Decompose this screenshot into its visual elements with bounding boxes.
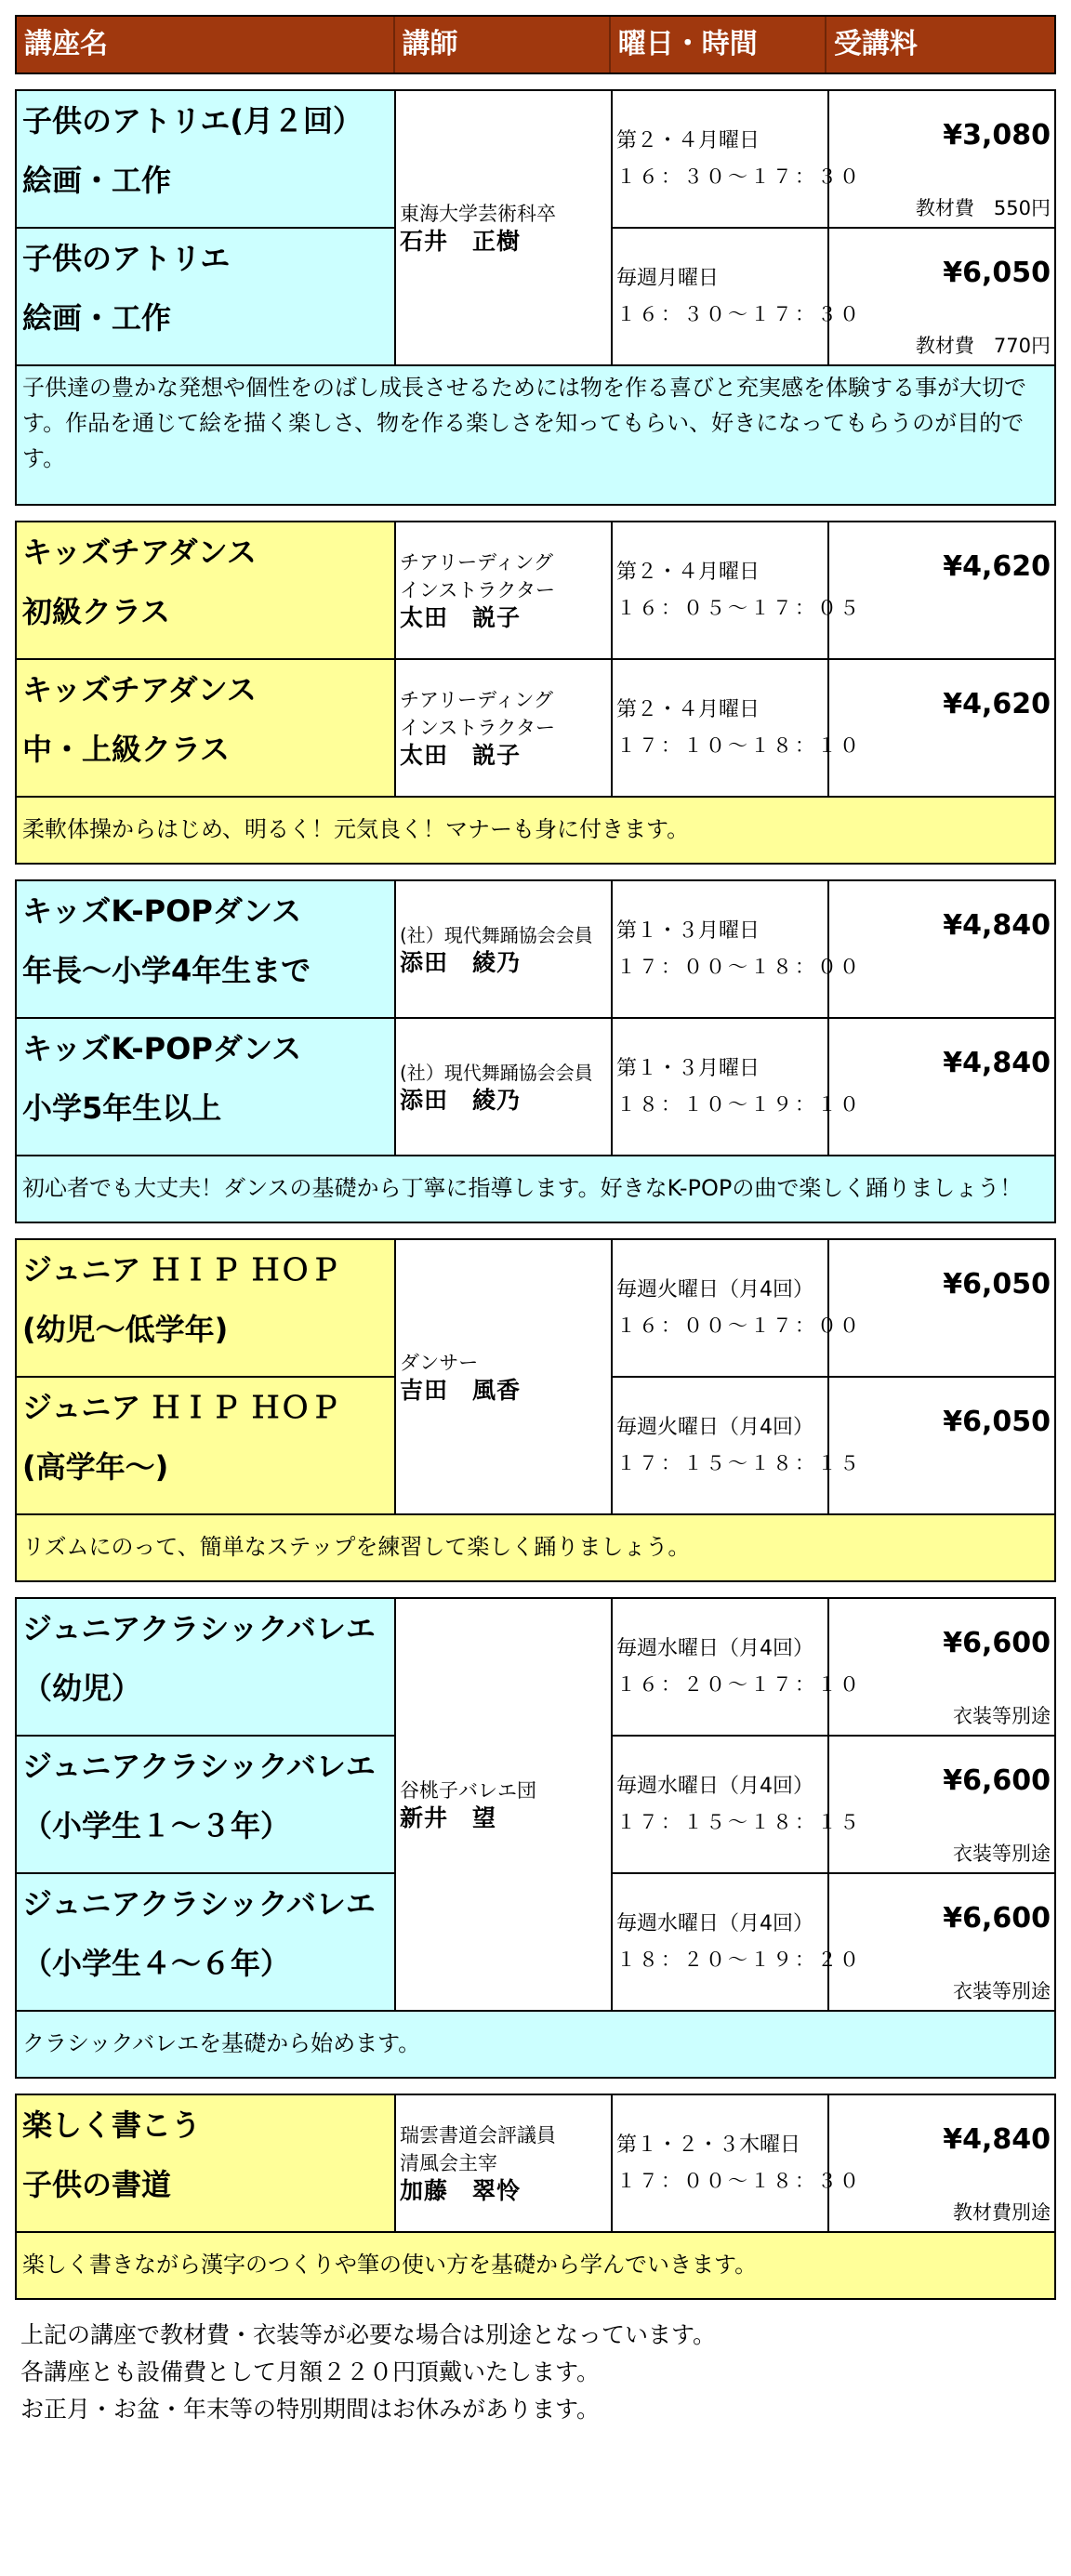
fee-cell: ¥4,620 [829, 660, 1054, 798]
course-name: キッズチアダンス 初級クラス [17, 522, 396, 660]
schedule-cell: 第２・４月曜日 １７：１０～１８：１０ [613, 660, 829, 798]
course-name: 楽しく書こう 子供の書道 [17, 2095, 396, 2233]
course-name: 子供のアトリエ(月２回） 絵画・工作 [17, 91, 396, 229]
course-description: 楽しく書きながら漢字のつくりや筆の使い方を基礎から学んでいきます。 [17, 2233, 1054, 2298]
course-name: キッズチアダンス 中・上級クラス [17, 660, 396, 798]
header-course: 講座名 [17, 17, 395, 73]
fee-cell: ¥6,600 衣装等別途 [829, 1599, 1054, 1737]
schedule-cell: 第１・２・３木曜日 １７：００～１８：３０ [613, 2095, 829, 2233]
teacher-cell: (社）現代舞踊協会会員 添田 綾乃 [396, 881, 613, 1019]
course-group-kpop [15, 879, 1056, 1223]
course-name: 子供のアトリエ 絵画・工作 [17, 229, 396, 366]
schedule-cell: 毎週月曜日 １６：３０～１７：３０ [613, 229, 829, 366]
course-group-cheer [15, 521, 1056, 865]
schedule-cell: 毎週水曜日（月4回） １７：１５～１８：１５ [613, 1737, 829, 1874]
schedule-cell: 第２・４月曜日 １６：０５～１７：０５ [613, 522, 829, 660]
schedule-cell: 毎週水曜日（月4回） １８：２０～１９：２０ [613, 1874, 829, 2012]
course-group-atelier [15, 89, 1056, 506]
fee-cell: ¥4,840 [829, 881, 1054, 1019]
fee-cell: ¥4,620 [829, 522, 1054, 660]
schedule-cell: 第２・４月曜日 １６：３０～１７：３０ [613, 91, 829, 229]
fee-cell: ¥3,080 教材費 550円 [829, 91, 1054, 229]
teacher-cell: チアリーディング インストラクター 太田 説子 [396, 522, 613, 660]
course-name: キッズK-POPダンス 年長～小学4年生まで [17, 881, 396, 1019]
course-description: 初心者でも大丈夫！ダンスの基礎から丁寧に指導します。好きなK-POPの曲で楽しく踊りましょう！ [17, 1156, 1054, 1222]
footer-note: 各講座とも設備費として月額２２０円頂戴いたします。 [20, 2358, 601, 2385]
course-description: 柔軟体操からはじめ、明るく！元気良く！マナーも身に付きます。 [17, 798, 1054, 863]
header-fee: 受講料 [833, 28, 918, 60]
header-teacher: 講師 [395, 17, 611, 73]
schedule-cell: 第１・３月曜日 １８：１０～１９：１０ [613, 1019, 829, 1156]
course-description: クラシックバレエを基礎から始めます。 [17, 2012, 1054, 2077]
course-name: ジュニアクラシックバレエ （幼児） [17, 1599, 396, 1737]
teacher-cell: 瑞雲書道会評議員 清風会主宰 加藤 翠怜 [396, 2095, 613, 2233]
teacher-cell: チアリーディング インストラクター 太田 説子 [396, 660, 613, 798]
fee-cell: ¥6,050 [829, 1240, 1054, 1378]
teacher-cell: (社）現代舞踊協会会員 添田 綾乃 [396, 1019, 613, 1156]
course-name: ジュニアクラシックバレエ （小学生１～３年） [17, 1737, 396, 1874]
course-name: ジュニアクラシックバレエ （小学生４～６年） [17, 1874, 396, 2012]
fee-cell: ¥6,600 衣装等別途 [829, 1737, 1054, 1874]
footer-note: 上記の講座で教材費・衣装等が必要な場合は別途となっています。 [20, 2321, 717, 2348]
fee-cell: ¥4,840 [829, 1019, 1054, 1156]
course-group-ballet [15, 1597, 1056, 2079]
course-description: 子供達の豊かな発想や個性をのばし成長させるためには物を作る喜びと充実感を体験する事が大切です。作品を通じて絵を描く楽しさ、物を作る楽しさを知ってもらい、好きになってもらうのが目的です。 [17, 366, 1054, 504]
course-name: ジュニア ＨＩＰ ＨＯＰ (幼児～低学年) [17, 1240, 396, 1378]
course-group-hiphop [15, 1238, 1056, 1582]
course-description: リズムにのって、簡単なステップを練習して楽しく踊りましょう。 [17, 1515, 1054, 1580]
fee-cell: ¥6,050 [829, 1378, 1054, 1515]
schedule-cell: 毎週火曜日（月4回） １７：１５～１８：１５ [613, 1378, 829, 1515]
schedule-cell: 毎週水曜日（月4回） １６：２０～１７：１０ [613, 1599, 829, 1737]
header-schedule: 曜日・時間 [611, 17, 826, 73]
footer-notes [20, 2317, 716, 2428]
course-table [15, 15, 1056, 2300]
fee-cell: ¥4,840 教材費別途 [829, 2095, 1054, 2233]
footer-note: お正月・お盆・年末等の特別期間はお休みがあります。 [20, 2396, 601, 2423]
teacher-cell: ダンサー 吉田 風香 [396, 1240, 613, 1515]
fee-cell: ¥6,600 衣装等別途 [829, 1874, 1054, 2012]
course-group-calligraphy [15, 2094, 1056, 2300]
course-name: ジュニア ＨＩＰ ＨＯＰ (高学年～) [17, 1378, 396, 1515]
schedule-cell: 第１・３月曜日 １７：００～１８：００ [613, 881, 829, 1019]
teacher-cell: 谷桃子バレエ団 新井 望 [396, 1599, 613, 2012]
fee-cell: ¥6,050 教材費 770円 [829, 229, 1054, 366]
table-header [15, 15, 1056, 74]
schedule-cell: 毎週火曜日（月4回） １６：００～１７：００ [613, 1240, 829, 1378]
course-name: キッズK-POPダンス 小学5年生以上 [17, 1019, 396, 1156]
teacher-cell: 東海大学芸術科卒 石井 正樹 [396, 91, 613, 366]
